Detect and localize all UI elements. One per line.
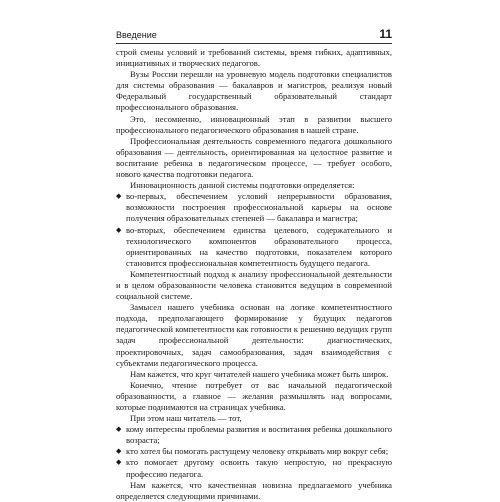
paragraph: строй смены условий и требований системы, время гибких, адаптивных, инициативных и творческих педагогов.	[116, 47, 392, 69]
diamond-bullet-icon: ◆	[116, 425, 122, 434]
list-item	[116, 457, 392, 479]
body-text	[116, 47, 392, 502]
page-number: 11	[379, 27, 392, 41]
diamond-bullet-icon: ◆	[116, 447, 122, 456]
paragraph: При этом наш читатель — тот,	[130, 413, 242, 424]
diamond-bullet-icon: ◆	[116, 458, 122, 467]
bullet-list	[116, 191, 392, 269]
running-head	[116, 27, 392, 44]
diamond-bullet-icon: ◆	[116, 225, 122, 234]
paragraph: Инновационность данной системы подготовки определяется:	[130, 180, 355, 191]
paragraph: Это, несомненно, инновационный этап в развитии высшего профессионального педагогического образования в нашей стране.	[116, 113, 392, 135]
paragraph: Компетентностный подход к анализу профессиональной деятельности и в целом образованности человека становится ведущим в современной социальной системе.	[116, 268, 392, 302]
list-item	[116, 191, 392, 224]
paragraph: Конечно, чтение потребует от вас начальной педагогической образованности, а главное — желания размышлять над вопросами, которые поднимаются на страницах учебника.	[116, 379, 392, 412]
list-item-text: кто помогает другому освоить такую непростую, но прекрасную профессию педагога.	[126, 457, 392, 479]
list-item	[116, 225, 392, 269]
paragraph: Профессиональная деятельность современного педагога дошкольного образования — деятельность, ориентированная на целостное развитие и воспитание ребенка в педагогическом процессе, — требует особого, нового качества подготовки педагога.	[116, 135, 392, 180]
list-item-text: во-вторых, обеспечением единства целевого, содержательного и технологического компонентов образовательного процесса, ориентированных на качество подготовки, показателем которого становится профессиональная компетентность будущего педагога.	[126, 224, 392, 268]
paragraph: Нам кажется, что круг читателей нашего учебника может быть широк.	[130, 368, 389, 379]
list-item	[116, 446, 392, 457]
list-item-text: во-первых, обеспечением условий непрерывности образования, возможности построения профессиональной карьеры на основе получения образовательных степеней — бакалавра и магистра;	[126, 191, 392, 224]
diamond-bullet-icon: ◆	[116, 192, 122, 201]
section-title: Введение	[116, 30, 157, 40]
list-item	[116, 424, 392, 446]
paragraph: Нам кажется, что качественная новизна предлагаемого учебника определяется следующими причинами.	[116, 479, 392, 501]
book-page	[116, 0, 392, 500]
paragraph: Замысел нашего учебника основан на логике компетентностного подхода, предполагающего формирование у будущих педагогов педагогической компетентности как готовности к решению ведущих групп задач профессиональной деятельности: диагностических, проектировочных, задач самообразования, задач взаимодействия с субъектами педагогического процесса.	[116, 302, 392, 368]
list-item-text: кто хотел бы помогать растущему человеку открывать мир вокруг себя;	[126, 446, 389, 457]
paragraph: Вузы России перешли на уровневую модель подготовки специалистов для системы образования — бакалавров и магистров, реализуя новый Федеральный государственный образовательный стандарт профессионального образования.	[116, 69, 392, 113]
bullet-list	[116, 424, 392, 479]
list-item-text: кому интересны проблемы развития и воспитания ребенка дошкольного возраста;	[126, 424, 392, 446]
